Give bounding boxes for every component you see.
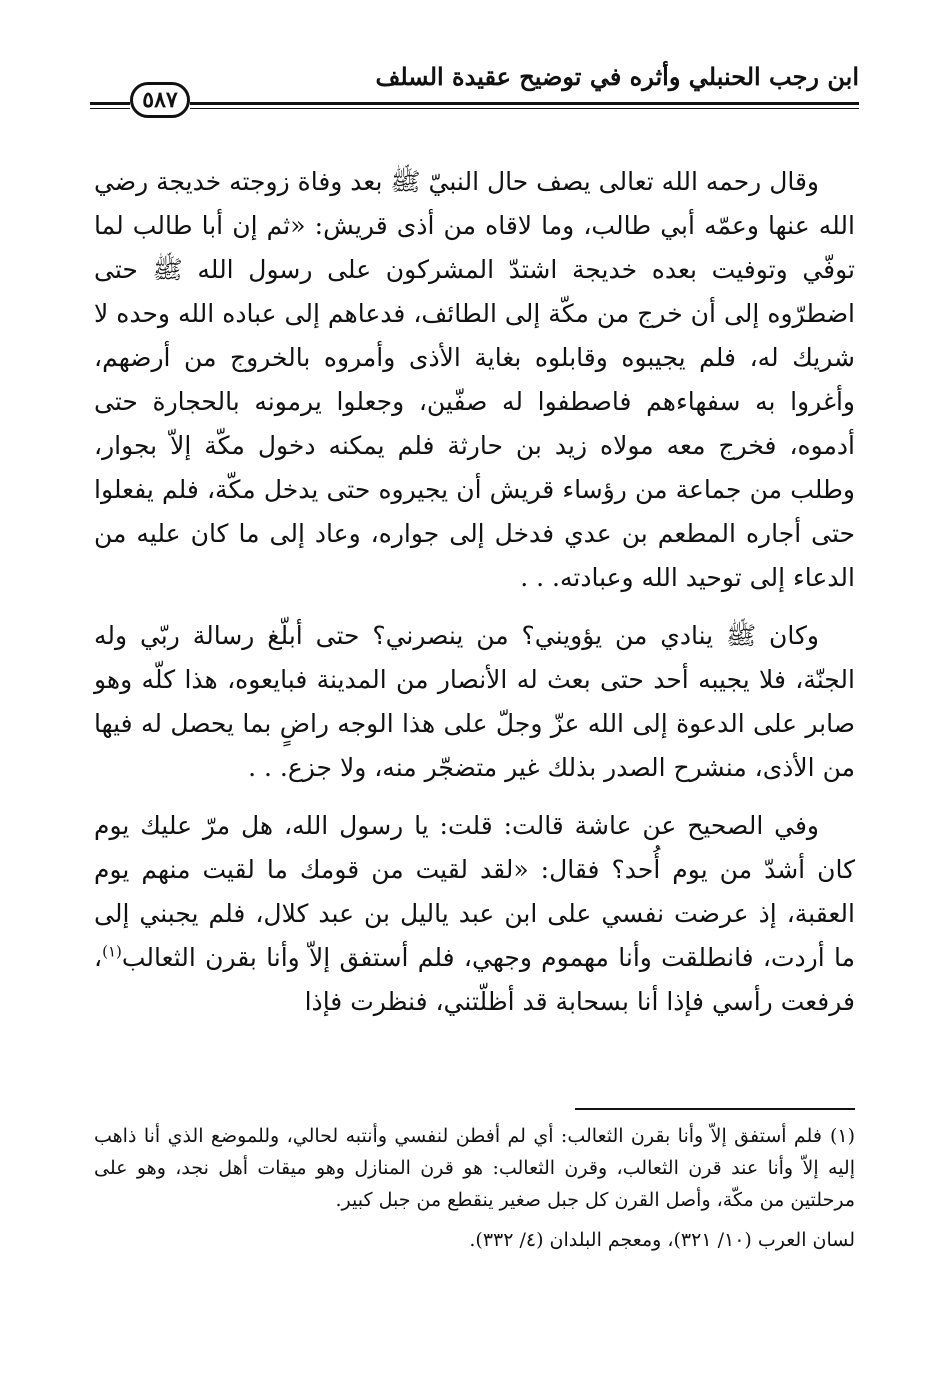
header-rule-thin [190, 108, 859, 109]
footnote-1-number: (١) [829, 1125, 855, 1147]
footnotes [94, 1120, 855, 1264]
page-header [90, 60, 859, 116]
footnote-marker: (١) [102, 942, 122, 961]
paragraph-3 [94, 804, 855, 1024]
paragraph-1: وقال رحمه الله تعالى يصف حال النبيّ ﷺ بعد وفاة زوجته خديجة رضي الله عنها وعمّه أبي طالب، وما لاقاه من أذى قريش: «ثم إن أبا طالب لما توفّي وتوفيت بعده خديجة اشتدّ المشركون على رسول الله ﷺ حتى اضطرّوه إلى أن خرج من مكّة إلى الطائف، فدعاهم إلى عباده الله وحده لا شريك له، فلم يجيبوه وقابلوه بغاية الأذى وأمروه بالخروج من أرضهم، وأغروا به سفهاءهم فاصطفوا له صفّين، وجعلوا يرمونه بالحجارة حتى أدموه، فخرج معه مولاه زيد بن حارثة فلم يمكنه دخول مكّة إلاّ بجوار، وطلب من جماعة من رؤساء قريش أن يجيروه حتى يدخل مكّة، فلم يفعلوا حتى أجاره المطعم بن عدي فدخل إلى جواره، وعاد إلى ما كان عليه من الدعاء إلى توحيد الله وعبادته. . . [94, 167, 855, 592]
header-rule [190, 102, 859, 105]
footnote-1 [94, 1120, 855, 1216]
footnote-separator [575, 1108, 855, 1110]
paragraph-3-text-end: ، فرفعت رأسي فإذا أنا بسحابة قد أظلّتني، فنظرت فإذا [94, 943, 855, 1016]
page-number: ٥٨٧ [130, 82, 190, 118]
header-rule-left-thin [90, 108, 130, 109]
main-text [94, 160, 855, 1038]
header-rule-left [90, 102, 130, 105]
running-title: ابن رجب الحنبلي وأثره في توضيح عقيدة السلف [375, 62, 859, 91]
footnote-1-text: فلم أستفق إلاّ وأنا بقرن الثعالب: أي لم أفطن لنفسي وأنتبه لحالي، وللموضع الذي أنا ذاهب إليه إلاّ وأنا عند قرن الثعالب، وقرن الثعالب: هو قرن المنازل وهو ميقات أهل نجد، وهو على مرحلتين من مكّة، وأصل القرن كل جبل صغير ينقطع من جبل كبير. [94, 1125, 855, 1211]
paragraph-3-text: وفي الصحيح عن عاشة قالت: قلت: يا رسول الله، هل مرّ عليك يوم كان أشدّ من يوم أُحد؟ فقال: «لقد لقيت من قومك ما لقيت منهم يوم العقبة، إذ عرضت نفسي على ابن عبد ياليل بن عبد كلال، فلم يجبني إلى ما أردت، فانطلقت وأنا مهموم وجهي، فلم أستفق إلاّ وأنا بقرن الثعالب [94, 811, 855, 972]
paragraph-2: وكان ﷺ ينادي من يؤويني؟ من ينصرني؟ حتى أبلّغ رسالة ربّي وله الجنّة، فلا يجيبه أحد حتى بعث له الأنصار من المدينة فبايعوه، هذا كلّه وهو صابر على الدعوة إلى الله عزّ وجلّ على هذا الوجه راضٍ بما يحصل له فيها من الأذى، منشرح الصدر بذلك غير متضجّر منه، ولا جزع. . . [94, 621, 855, 782]
footnote-1-source: لسان العرب (١٠/ ٣٢١)، ومعجم البلدان (٤/ ٣٣٢). [469, 1229, 855, 1251]
